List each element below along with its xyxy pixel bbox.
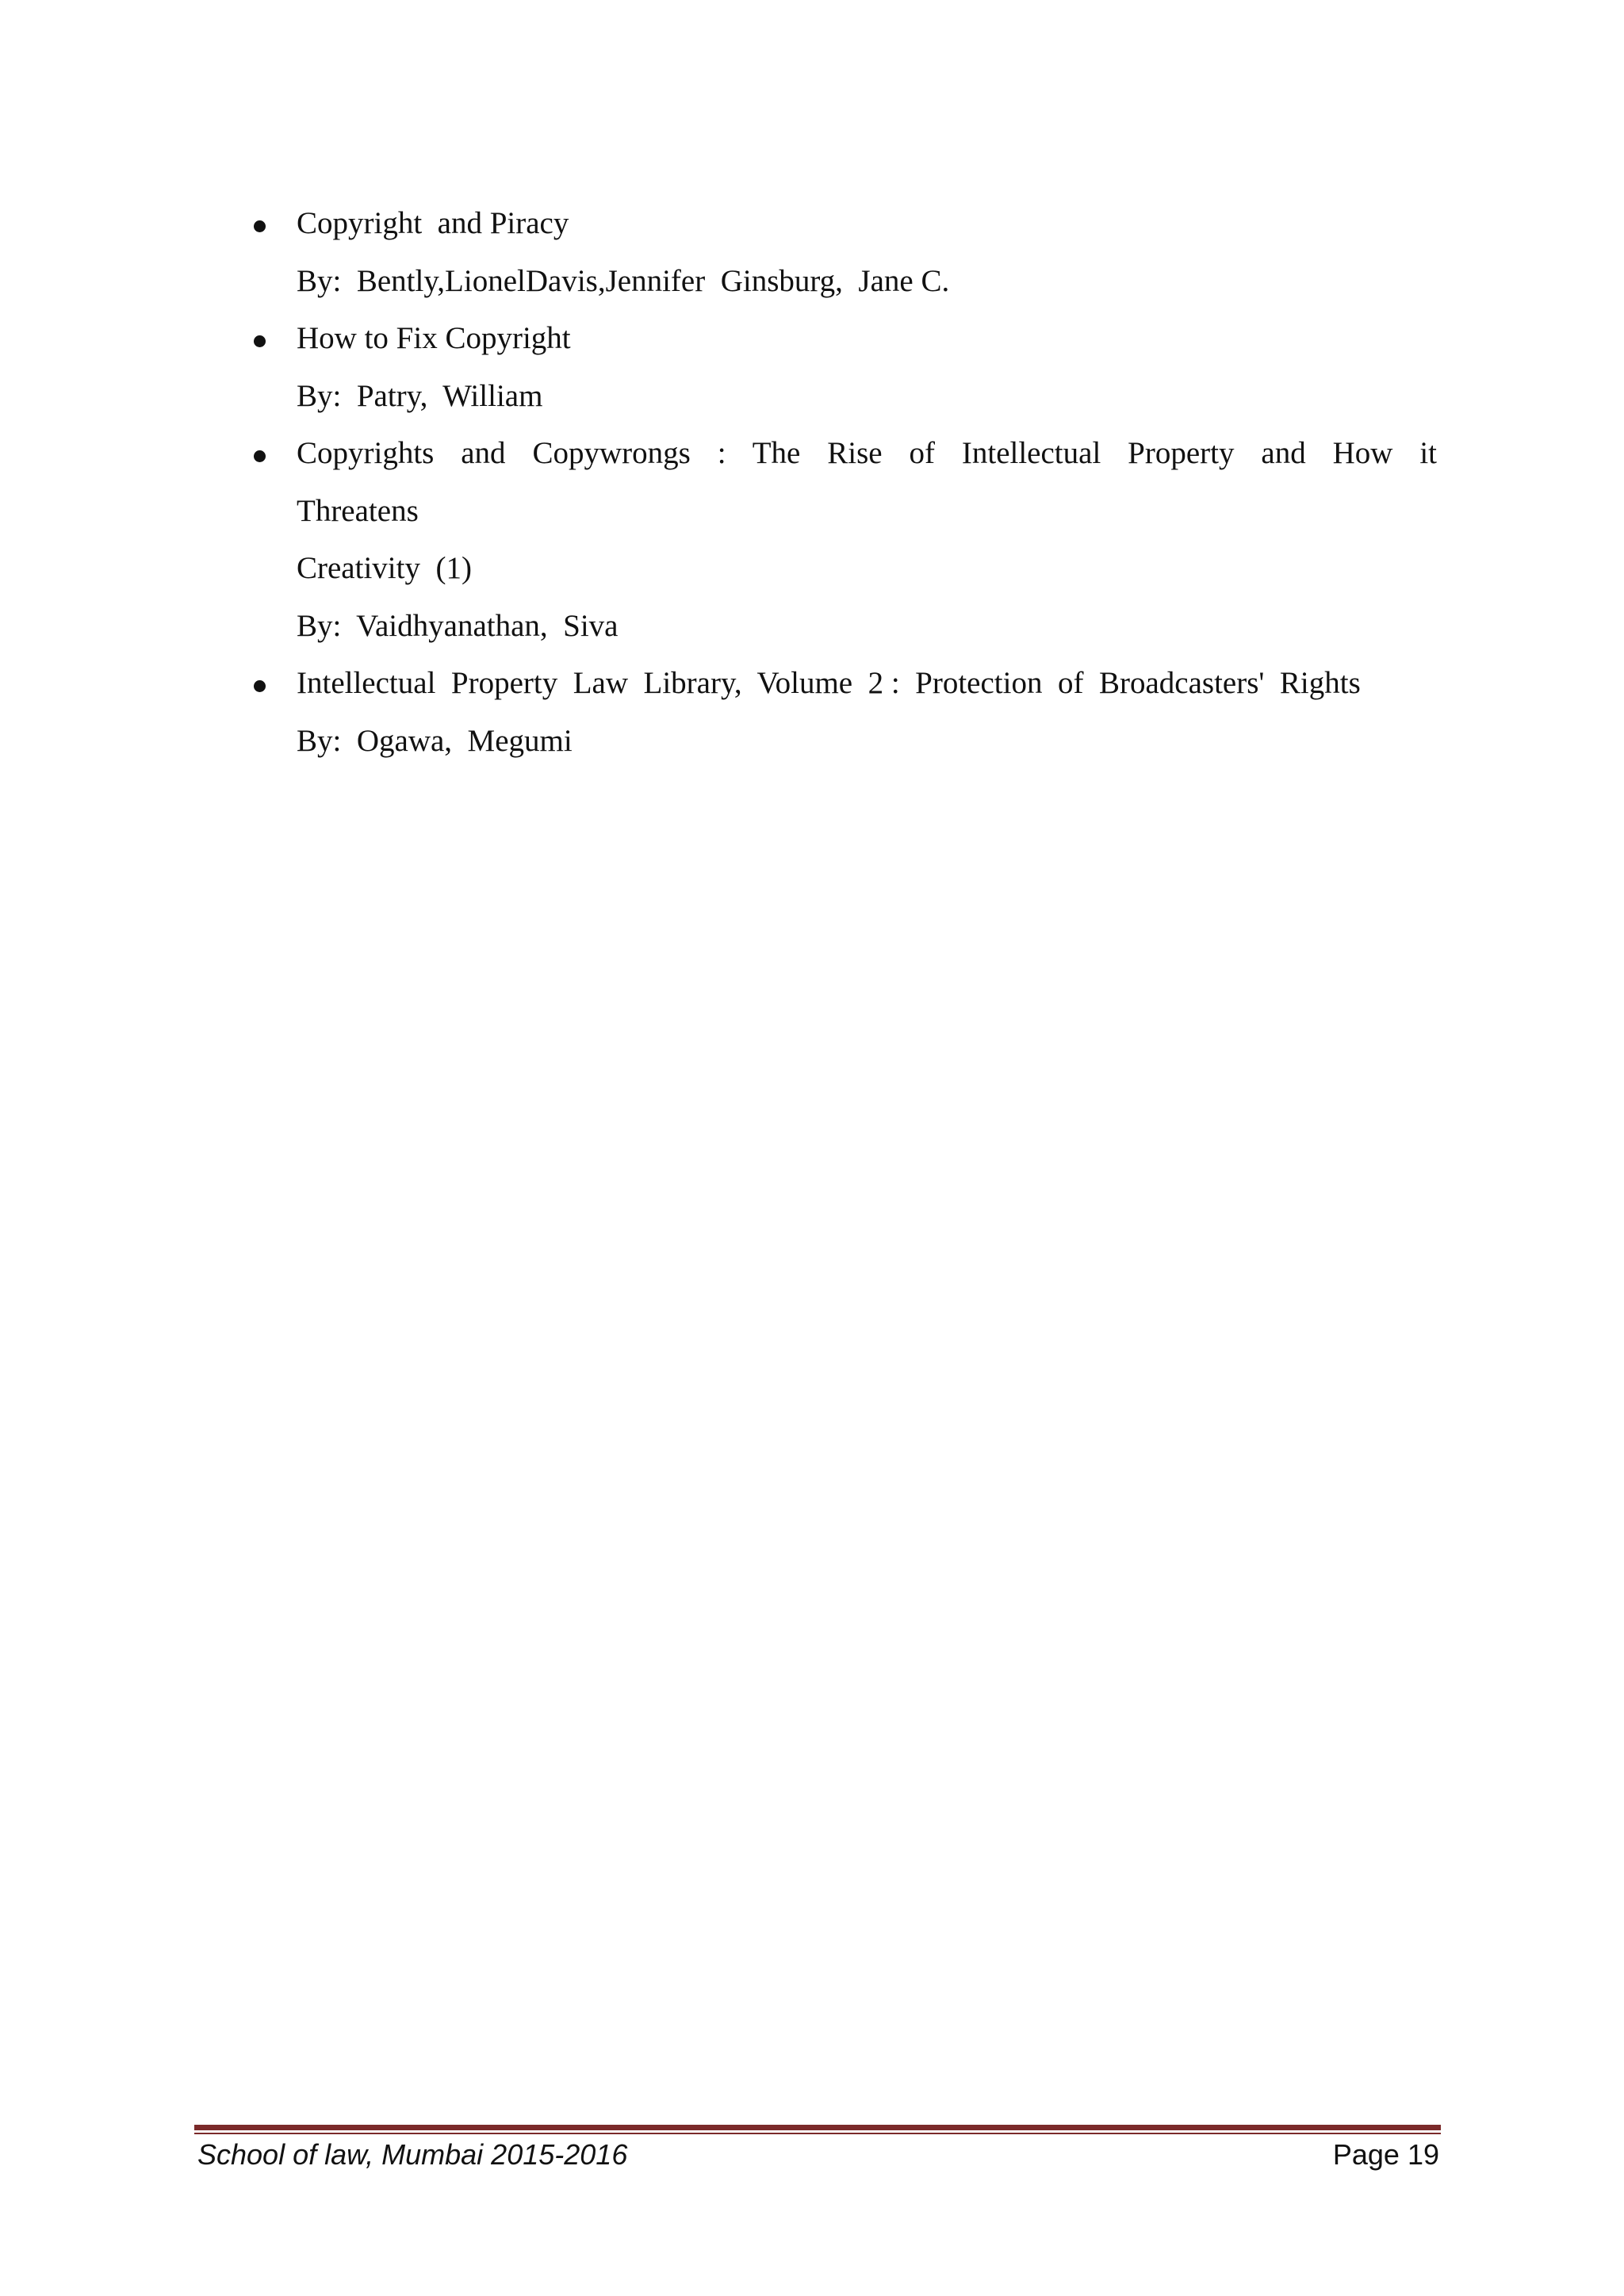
book-title-continued: Creativity (1) xyxy=(297,551,472,585)
book-author: By: Vaidhyanathan, Siva xyxy=(297,608,619,643)
page-content xyxy=(243,195,1453,770)
page-number: Page 19 xyxy=(1332,2138,1439,2171)
book-author: By: Bently,LionelDavis,Jennifer Ginsburg, Jane C. xyxy=(297,263,950,298)
book-title: Copyrights and Copywrongs : The Rise of Intellectual Property and How it Threatens xyxy=(297,436,1453,528)
list-item xyxy=(243,655,1437,770)
footer-rule-thick xyxy=(194,2125,1441,2130)
bullet-icon xyxy=(254,680,266,692)
book-title: Copyright and Piracy xyxy=(297,206,569,240)
bullet-icon xyxy=(254,220,266,232)
book-title: How to Fix Copyright xyxy=(297,321,571,355)
book-author: By: Patry, William xyxy=(297,378,543,413)
bullet-icon xyxy=(254,335,266,347)
list-item xyxy=(243,310,1437,425)
book-author: By: Ogawa, Megumi xyxy=(297,723,573,758)
list-item xyxy=(243,195,1437,310)
page-footer xyxy=(197,2138,1439,2172)
book-list xyxy=(243,195,1453,770)
footer-rule-thin xyxy=(194,2133,1441,2134)
list-item xyxy=(243,425,1453,655)
bullet-icon xyxy=(254,450,266,462)
footer-institution: School of law, Mumbai 2015-2016 xyxy=(197,2138,628,2171)
book-title: Intellectual Property Law Library, Volume 2 : Protection of Broadcasters' Rights xyxy=(297,666,1361,700)
footer-divider xyxy=(194,2125,1441,2134)
